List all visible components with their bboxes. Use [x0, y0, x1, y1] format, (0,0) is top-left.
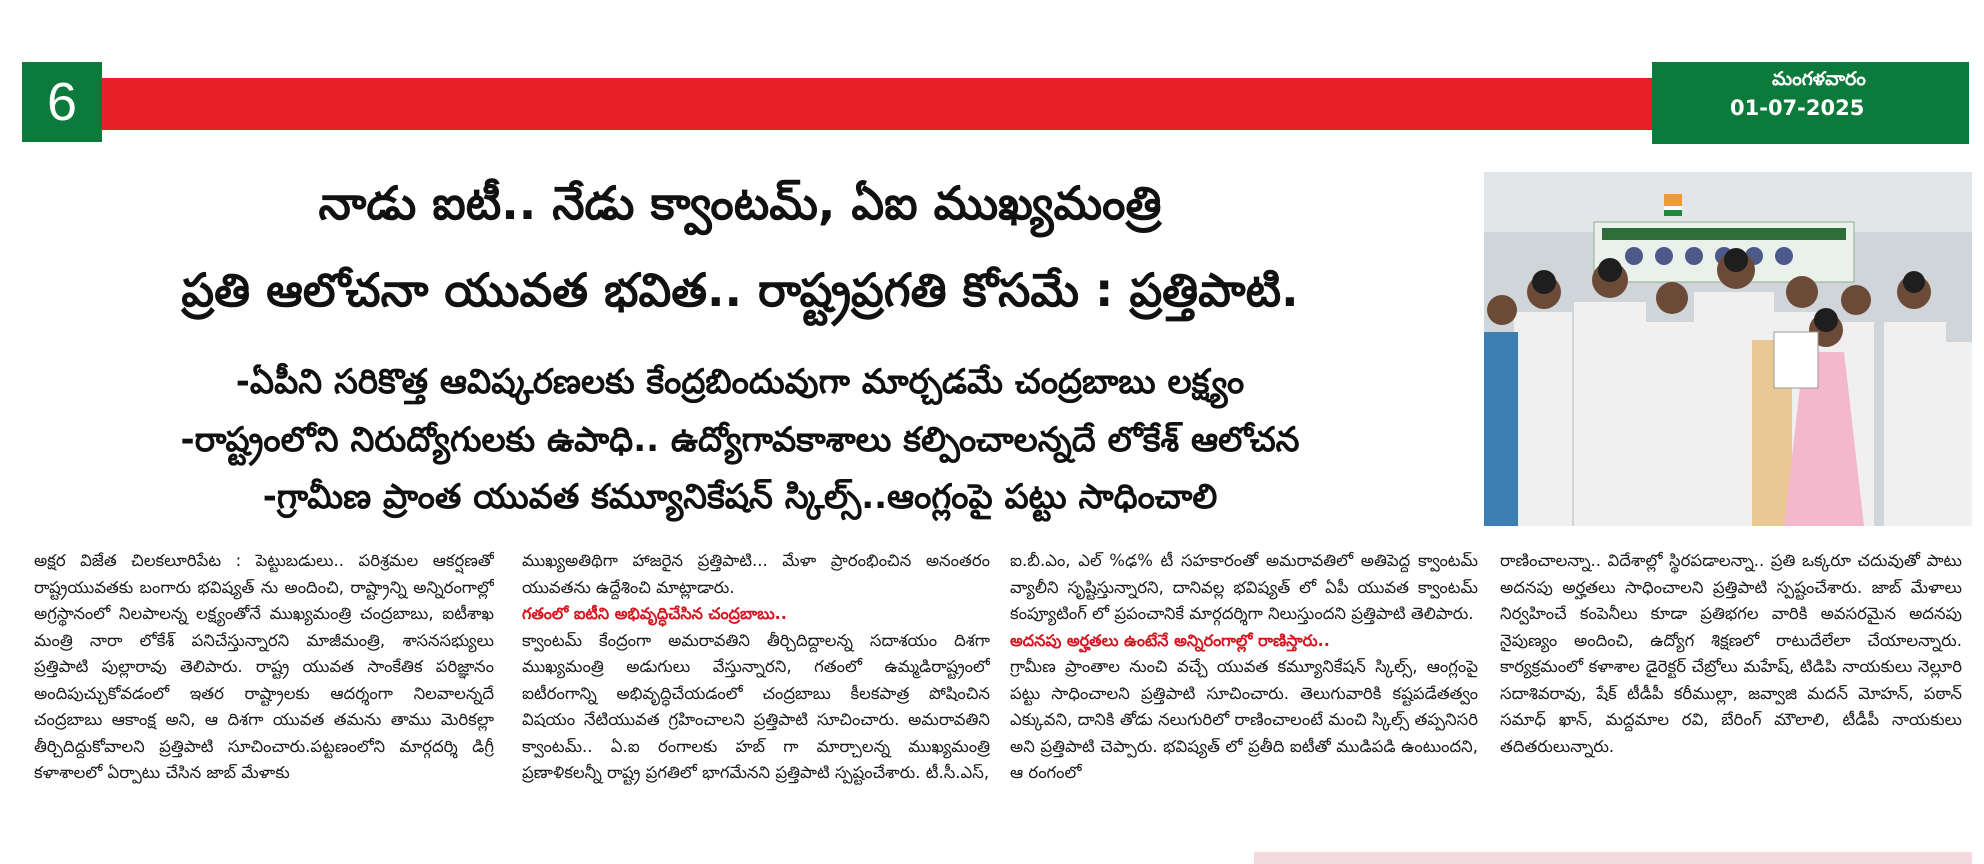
subhead-2: -రాష్ట్రంలోని నిరుద్యోగులకు ఉపాధి.. ఉద్యోగావకాశాలు కల్పించాలన్నదే లోకేశ్ ఆలోచన	[180, 420, 1300, 460]
column-3-text-b: గ్రామీణ ప్రాంతాల నుంచి వచ్చే యువత కమ్యూనికేషన్ స్కిల్స్, ఆంగ్లంపై పట్టు సాధించాలని ప్రత్తిపాటి సూచించారు. తెలుగువారికి కష్టపడేతత్వం ఎక్కువని, దానికి తోడు నలుగురిలో రాణించాలంటే మంచి స్కిల్స్ తప్పనిసరి అని ప్రత్తిపాటి చెప్పారు. భవిష్యత్ లో ప్రతీది ఐటీతో ముడిపడి ఉంటుందని, ఆ రంగంలో	[1010, 657, 1478, 782]
subhead-1: -ఏపీని సరికొత్త ఆవిష్కరణలకు కేంద్రబిందువుగా మార్చడమే చంద్రబాబు లక్ష్యం	[235, 362, 1245, 402]
subhead-3: -గ్రామీణ ప్రాంత యువత కమ్యూనికేషన్ స్కిల్స్..ఆంగ్లంపై పట్టు సాధించాలి	[262, 477, 1218, 517]
article-column-1	[34, 548, 494, 838]
news-photo	[1484, 172, 1972, 526]
next-article-edge	[1254, 852, 1972, 864]
column-2-subheading: గతంలో ఐటీని అభివృద్ధిచేసిన చంద్రబాబు..	[522, 604, 787, 623]
headline-line-2: ప్రతి ఆలోచనా యువత భవిత.. రాష్ట్రప్రగతి కోసమే : ప్రత్తిపాటి.	[181, 263, 1299, 317]
article-column-3	[1010, 548, 1478, 838]
headline-line-1: నాడు ఐటీ.. నేడు క్వాంటమ్, ఏఐ ముఖ్యమంత్రి	[318, 176, 1162, 230]
article-column-4	[1500, 548, 1962, 788]
column-2-text-b: క్వాంటమ్ కేంద్రంగా అమరావతిని తీర్చిదిద్దాలన్న సదాశయం దిశగా ముఖ్యమంత్రి అడుగులు వేస్తున్నారని, గతంలో ఉమ్మడిరాష్ట్రంలో ఐటీరంగాన్ని అభివృద్ధిచేయడంలో చంద్రబాబు కీలకపాత్ర పోషించిన విషయం నేటియువత గ్రహించాలని ప్రత్తిపాటి సూచించారు. అమరావతిని క్వాంటమ్.. ఏ.ఐ రంగాలకు హబ్ గా మార్చాలన్న ముఖ్యమంత్రి ప్రణాళికలన్నీ రాష్ట్ర ప్రగతిలో భాగమేనని ప్రత్తిపాటి స్పష్టంచేశారు. టీ.సీ.ఎస్,	[522, 630, 990, 782]
header-red-band	[102, 78, 1652, 130]
page-number: 6	[22, 62, 102, 142]
column-2-text-a: ముఖ్యఅతిథిగా హాజరైన ప్రత్తిపాటి... మేళా ప్రారంభించిన అనంతరం యువతను ఉద్దేశించి మాట్లాడారు.	[522, 551, 990, 597]
issue-date: 01-07-2025	[1730, 96, 1865, 120]
column-3-text-a: ఐ.బీ.ఎం, ఎల్ %ఢ% టీ సహకారంతో అమరావతిలో అతిపెద్ద క్వాంటమ్ వ్యాలీని సృష్టిస్తున్నారని, దానివల్ల భవిష్యత్ లో ఏపీ యువత క్వాంటమ్ కంప్యూటింగ్ లో ప్రపంచానికే మార్గదర్శిగా నిలుస్తుందని ప్రత్తిపాటి తెలిపారు.	[1010, 551, 1478, 623]
column-1-text: అక్షర విజేత చిలకలూరిపేట : పెట్టుబడులు.. పరిశ్రమల ఆకర్షణతో రాష్ట్రయువతకు బంగారు భవిష్యత్ ను అందించి, రాష్ట్రాన్ని అన్నిరంగాల్లో అగ్రస్థానంలో నిలపాలన్న లక్ష్యంతోనే ముఖ్యమంత్రి చంద్రబాబు, ఐటీశాఖ మంత్రి నారా లోకేశ్ పనిచేస్తున్నారని మాజీమంత్రి, శాసనసభ్యులు ప్రత్తిపాటి పుల్లారావు తెలిపారు. రాష్ట్ర యువత సాంకేతిక పరిజ్ఞానం అందిపుచ్చుకోవడంలో ఇతర రాష్ట్రాలకు ఆదర్శంగా నిలవాలన్నదే చంద్రబాబు ఆకాంక్ష అని, ఆ దిశగా యువత తమను తాము మెరికల్లా తీర్చిదిద్దుకోవాలని ప్రత్తిపాటి సూచించారు.పట్టణంలోని మార్గదర్శి డిగ్రీ కళాశాలలో ఏర్పాటు చేసిన జాబ్ మేళాకు	[34, 551, 494, 782]
event-photo-illustration	[1484, 172, 1972, 526]
issue-day: మంగళవారం	[1772, 68, 1866, 90]
column-4-text: రాణించాలన్నా.. విదేశాల్లో స్థిరపడాలన్నా.. ప్రతి ఒక్కరూ చదువుతో పాటు అదనపు అర్హతలు సాధించాలని ప్రత్తిపాటి స్పష్టంచేశారు. జాబ్ మేళాలు నిర్వహించే కంపెనీలు కూడా ప్రతిభగల వారికి అవసరమైన అదనపు నైపుణ్యం అందించి, ఉద్యోగ శిక్షణలో రాటుదేలేలా చేయాలన్నారు. కార్యక్రమంలో కళాశాల డైరెక్టర్ చేబ్రోలు మహేష్, టిడిపి నాయకులు నెల్లూరి సదాశివరావు, షేక్ టీడీపీ కరీముల్లా, జవ్వాజి మదన్ మోహన్, పఠాన్ సమాధ్ ఖాన్, మద్దమాల రవి, బేరింగ్ మౌలాలి, టీడీపీ నాయకులు తదితరులున్నారు.	[1500, 551, 1962, 756]
article-column-2	[522, 548, 990, 838]
column-3-subheading: అదనపు అర్హతలు ఉంటేనే అన్నిరంగాల్లో రాణిస్తారు..	[1010, 630, 1330, 650]
date-box	[1652, 62, 1969, 144]
